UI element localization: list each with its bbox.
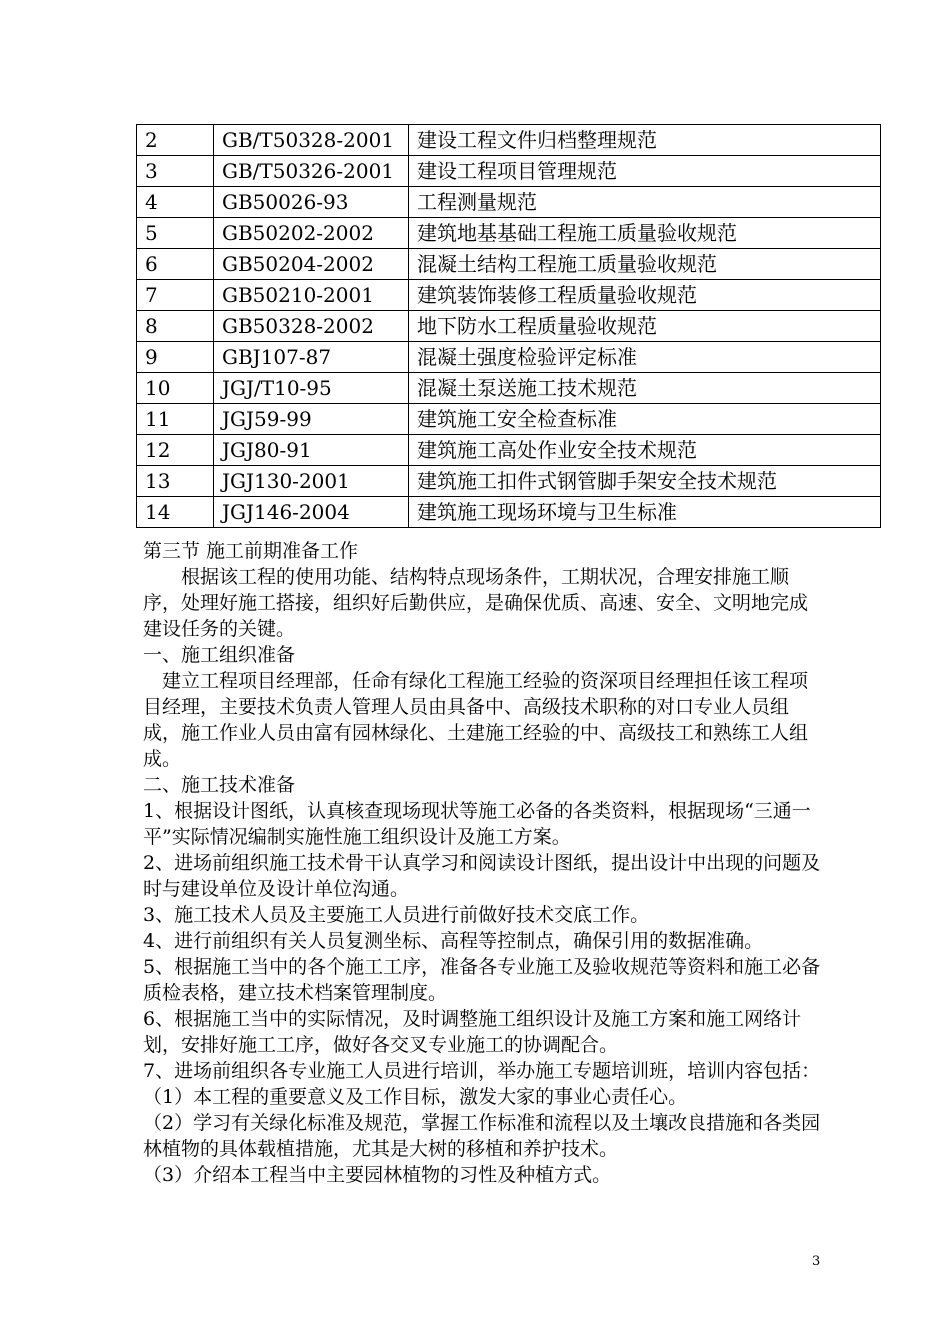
standards-table-body bbox=[137, 125, 881, 528]
row-number: 2 bbox=[137, 125, 214, 156]
list-item: （3）介绍本工程当中主要园林植物的习性及种植方式。 bbox=[143, 1164, 612, 1186]
table-row bbox=[137, 466, 881, 497]
list-item: （2）学习有关绿化标准及规范，掌握工作标准和流程以及土壤改良措施和各类园林植物的具体载植措施，尤其是大树的移植和养护技术。 bbox=[143, 1112, 821, 1160]
standard-code: GB/T50328-2001 bbox=[214, 125, 409, 156]
standard-code: JGJ130-2001 bbox=[214, 466, 409, 497]
standard-title: 混凝土结构工程施工质量验收规范 bbox=[409, 249, 881, 280]
standard-title: 建筑装饰装修工程质量验收规范 bbox=[409, 280, 881, 311]
row-number: 9 bbox=[137, 342, 214, 373]
standard-code: JGJ/T10-95 bbox=[214, 373, 409, 404]
table-row bbox=[137, 249, 881, 280]
list-item: 7、进场前组织各专业施工人员进行培训，举办施工专题培训班，培训内容包括： bbox=[143, 1060, 821, 1082]
standard-title: 建筑地基基础工程施工质量验收规范 bbox=[409, 218, 881, 249]
row-number: 14 bbox=[137, 497, 214, 528]
list-item: 6、根据施工当中的实际情况，及时调整施工组织设计及施工方案和施工网络计划，安排好施工工序，做好各交叉专业施工的协调配合。 bbox=[143, 1008, 802, 1056]
standard-title: 建筑施工扣件式钢管脚手架安全技术规范 bbox=[409, 466, 881, 497]
row-number: 5 bbox=[137, 218, 214, 249]
row-number: 10 bbox=[137, 373, 214, 404]
list-item: 2、进场前组织施工技术骨干认真学习和阅读设计图纸，提出设计中出现的问题及时与建设单位及设计单位沟通。 bbox=[143, 852, 821, 900]
table-row bbox=[137, 435, 881, 466]
table-row bbox=[137, 218, 881, 249]
list-item: 4、进行前组织有关人员复测坐标、高程等控制点，确保引用的数据准确。 bbox=[143, 930, 764, 952]
row-number: 3 bbox=[137, 156, 214, 187]
table-row bbox=[137, 404, 881, 435]
list-item: 5、根据施工当中的各个施工工序，准备各专业施工及验收规范等资料和施工必备质检表格，建立技术档案管理制度。 bbox=[143, 956, 821, 1004]
section-intro: 根据该工程的使用功能、结构特点现场条件，工期状况，合理安排施工顺序，处理好施工搭接，组织好后勤供应，是确保优质、高速、安全、文明地完成建设任务的关键。 bbox=[143, 566, 809, 640]
section-body bbox=[143, 538, 823, 1188]
standard-code: JGJ59-99 bbox=[214, 404, 409, 435]
row-number: 7 bbox=[137, 280, 214, 311]
standard-title: 建筑施工现场环境与卫生标准 bbox=[409, 497, 881, 528]
table-row bbox=[137, 280, 881, 311]
standard-title: 建设工程文件归档整理规范 bbox=[409, 125, 881, 156]
standard-code: GB50202-2002 bbox=[214, 218, 409, 249]
standard-code: JGJ146-2004 bbox=[214, 497, 409, 528]
table-row bbox=[137, 311, 881, 342]
standard-title: 地下防水工程质量验收规范 bbox=[409, 311, 881, 342]
row-number: 6 bbox=[137, 249, 214, 280]
row-number: 8 bbox=[137, 311, 214, 342]
table-row bbox=[137, 187, 881, 218]
subsection-1-text: 建立工程项目经理部，任命有绿化工程施工经验的资深项目经理担任该工程项目经理，主要技术负责人管理人员由具备中、高级技术职称的对口专业人员组成，施工作业人员由富有园林绿化、土建施工经验的中、高级技工和熟练工人组成。 bbox=[143, 670, 809, 770]
standard-title: 混凝土泵送施工技术规范 bbox=[409, 373, 881, 404]
standard-title: 建筑施工高处作业安全技术规范 bbox=[409, 435, 881, 466]
standard-title: 工程测量规范 bbox=[409, 187, 881, 218]
section-heading: 第三节 施工前期准备工作 bbox=[143, 540, 359, 562]
list-item: 3、施工技术人员及主要施工人员进行前做好技术交底工作。 bbox=[143, 904, 650, 926]
row-number: 13 bbox=[137, 466, 214, 497]
subsection-1-heading: 一、施工组织准备 bbox=[143, 644, 296, 666]
row-number: 12 bbox=[137, 435, 214, 466]
standard-code: GB50328-2002 bbox=[214, 311, 409, 342]
table-row bbox=[137, 497, 881, 528]
standard-code: GB/T50326-2001 bbox=[214, 156, 409, 187]
standard-code: GBJ107-87 bbox=[214, 342, 409, 373]
standard-title: 混凝土强度检验评定标准 bbox=[409, 342, 881, 373]
row-number: 11 bbox=[137, 404, 214, 435]
subsection-2-heading: 二、施工技术准备 bbox=[143, 774, 296, 796]
standard-title: 建筑施工安全检查标准 bbox=[409, 404, 881, 435]
table-row bbox=[137, 156, 881, 187]
row-number: 4 bbox=[137, 187, 214, 218]
standard-title: 建设工程项目管理规范 bbox=[409, 156, 881, 187]
standard-code: GB50210-2001 bbox=[214, 280, 409, 311]
table-row bbox=[137, 373, 881, 404]
table-row bbox=[137, 125, 881, 156]
standard-code: GB50204-2002 bbox=[214, 249, 409, 280]
list-item: 1、根据设计图纸，认真核查现场现状等施工必备的各类资料，根据现场“三通一平”实际情况编制实施性施工组织设计及施工方案。 bbox=[143, 800, 811, 848]
page-number: 3 bbox=[812, 1254, 821, 1269]
standards-table bbox=[136, 124, 881, 528]
list-item: （1）本工程的重要意义及工作目标，激发大家的事业心责任心。 bbox=[143, 1086, 688, 1108]
table-row bbox=[137, 342, 881, 373]
standard-code: JGJ80-91 bbox=[214, 435, 409, 466]
standard-code: GB50026-93 bbox=[214, 187, 409, 218]
